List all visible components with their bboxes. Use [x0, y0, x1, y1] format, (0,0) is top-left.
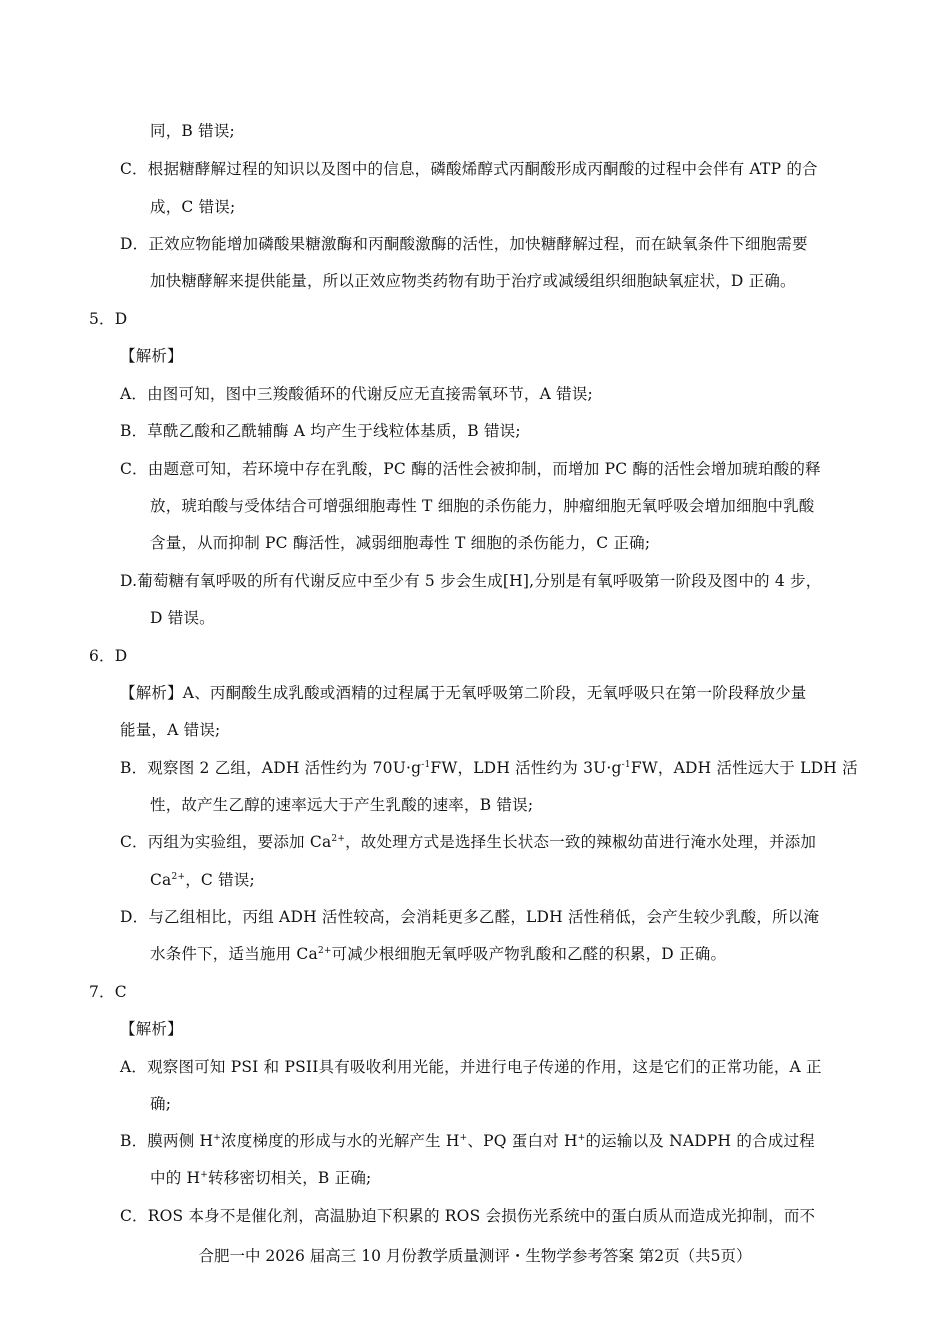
- text-run: B．膜两侧 H: [120, 1132, 214, 1150]
- option-b-line: B．草酰乙酸和乙酰辅酶 A 均产生于线粒体基质，B 错误;: [120, 422, 521, 440]
- text-run: FW，LDH 活性约为 3U·g: [430, 759, 622, 777]
- text-line: D 错误。: [150, 609, 215, 627]
- text-line: [150, 1168, 371, 1188]
- superscript: +: [200, 1170, 208, 1180]
- analysis-line: 【解析】A、丙酮酸生成乳酸或酒精的过程属于无氧呼吸第二阶段，无氧呼吸只在第一阶段释放少量: [120, 684, 807, 702]
- text-line: 性，故产生乙醇的速率远大于产生乳酸的速率，B 错误;: [150, 796, 534, 814]
- text-line: 含量，从而抑制 PC 酶活性，减弱细胞毒性 T 细胞的杀伤能力，C 正确;: [150, 534, 651, 552]
- superscript: -1: [421, 760, 431, 770]
- text-run: B．观察图 2 乙组，ADH 活性约为 70U·g: [120, 759, 422, 777]
- text-run: 可减少根细胞无氧呼吸产物乳酸和乙醛的积累，D 正确。: [331, 945, 727, 963]
- text-run: 、PQ 蛋白对 H: [467, 1132, 578, 1150]
- option-c-line: C．由题意可知，若环境中存在乳酸，PC 酶的活性会被抑制，而增加 PC 酶的活性会增加琥珀酸的释: [120, 460, 821, 478]
- analysis-heading: 【解析】: [120, 1020, 183, 1038]
- option-d-line: D．与乙组相比，丙组 ADH 活性较高，会消耗更多乙醛，LDH 活性稍低，会产生较少乳酸，所以淹: [120, 908, 820, 926]
- superscript: 2+: [171, 872, 186, 882]
- superscript: +: [459, 1133, 468, 1143]
- text-run: ，故处理方式是选择生长状态一致的辣椒幼苗进行淹水处理，并添加: [345, 833, 817, 851]
- text-line: 加快糖酵解来提供能量，所以正效应物类药物有助于治疗或减缓组织细胞缺氧症状，D 正确。: [150, 272, 796, 290]
- text-run: 的运输以及 NADPH 的合成过程: [585, 1132, 815, 1150]
- text-run: Ca: [150, 871, 172, 889]
- text-run: C．丙组为实验组，要添加 Ca: [120, 833, 332, 851]
- page-footer: 合肥一中 2026 届高三 10 月份教学质量测评・生物学参考答案 第2页（共5页）: [198, 1247, 752, 1265]
- text-line: 能量，A 错误;: [120, 721, 221, 739]
- text-line: [150, 870, 255, 890]
- option-d-line: D．正效应物能增加磷酸果糖激酶和丙酮酸激酶的活性，加快糖酵解过程，而在缺氧条件下细胞需要: [120, 235, 808, 253]
- text-line: 成，C 错误;: [150, 198, 236, 216]
- analysis-heading: 【解析】: [120, 347, 183, 365]
- option-c-line: C．根据糖酵解过程的知识以及图中的信息，磷酸烯醇式丙酮酸形成丙酮酸的过程中会伴有 ATP 的合: [120, 160, 818, 178]
- question-5-answer: 5．D: [89, 310, 128, 328]
- option-b-line: [120, 1131, 815, 1151]
- text-line: 放，琥珀酸与受体结合可增强细胞毒性 T 细胞的杀伤能力，肿瘤细胞无氧呼吸会增加细胞中乳酸: [150, 497, 815, 515]
- text-run: 水条件下，适当施用 Ca: [150, 945, 318, 963]
- superscript: +: [213, 1133, 221, 1143]
- option-b-line: [120, 758, 858, 778]
- text-run: ，C 错误;: [185, 871, 255, 889]
- text-run: FW，ADH 活性远大于 LDH 活: [630, 759, 858, 777]
- superscript: -1: [621, 760, 631, 770]
- option-a-line: A．观察图可知 PSI 和 PSII具有吸收利用光能，并进行电子传递的作用，这是它们的正常功能，A 正: [120, 1058, 822, 1076]
- option-d-line: D.葡萄糖有氧呼吸的所有代谢反应中至少有 5 步会生成[H],分别是有氧呼吸第一阶段及图中的 4 步，: [120, 572, 822, 590]
- superscript: 2+: [317, 946, 332, 956]
- question-6-answer: 6．D: [89, 647, 128, 665]
- text-run: 浓度梯度的形成与水的光解产生 H: [221, 1132, 460, 1150]
- option-a-line: A．由图可知，图中三羧酸循环的代谢反应无直接需氧环节，A 错误;: [120, 385, 593, 403]
- text-line: 同，B 错误;: [150, 122, 235, 140]
- text-run: 中的 H: [150, 1169, 201, 1187]
- text-line: [150, 944, 726, 964]
- question-7-answer: 7．C: [89, 983, 127, 1001]
- text-line: 确;: [150, 1095, 172, 1113]
- text-run: 转移密切相关，B 正确;: [208, 1169, 372, 1187]
- option-c-line: C．ROS 本身不是催化剂，高温胁迫下积累的 ROS 会损伤光系统中的蛋白质从而造成光抑制，而不: [120, 1207, 816, 1225]
- superscript: +: [577, 1133, 586, 1143]
- superscript: 2+: [331, 834, 346, 844]
- option-c-line: [120, 832, 816, 852]
